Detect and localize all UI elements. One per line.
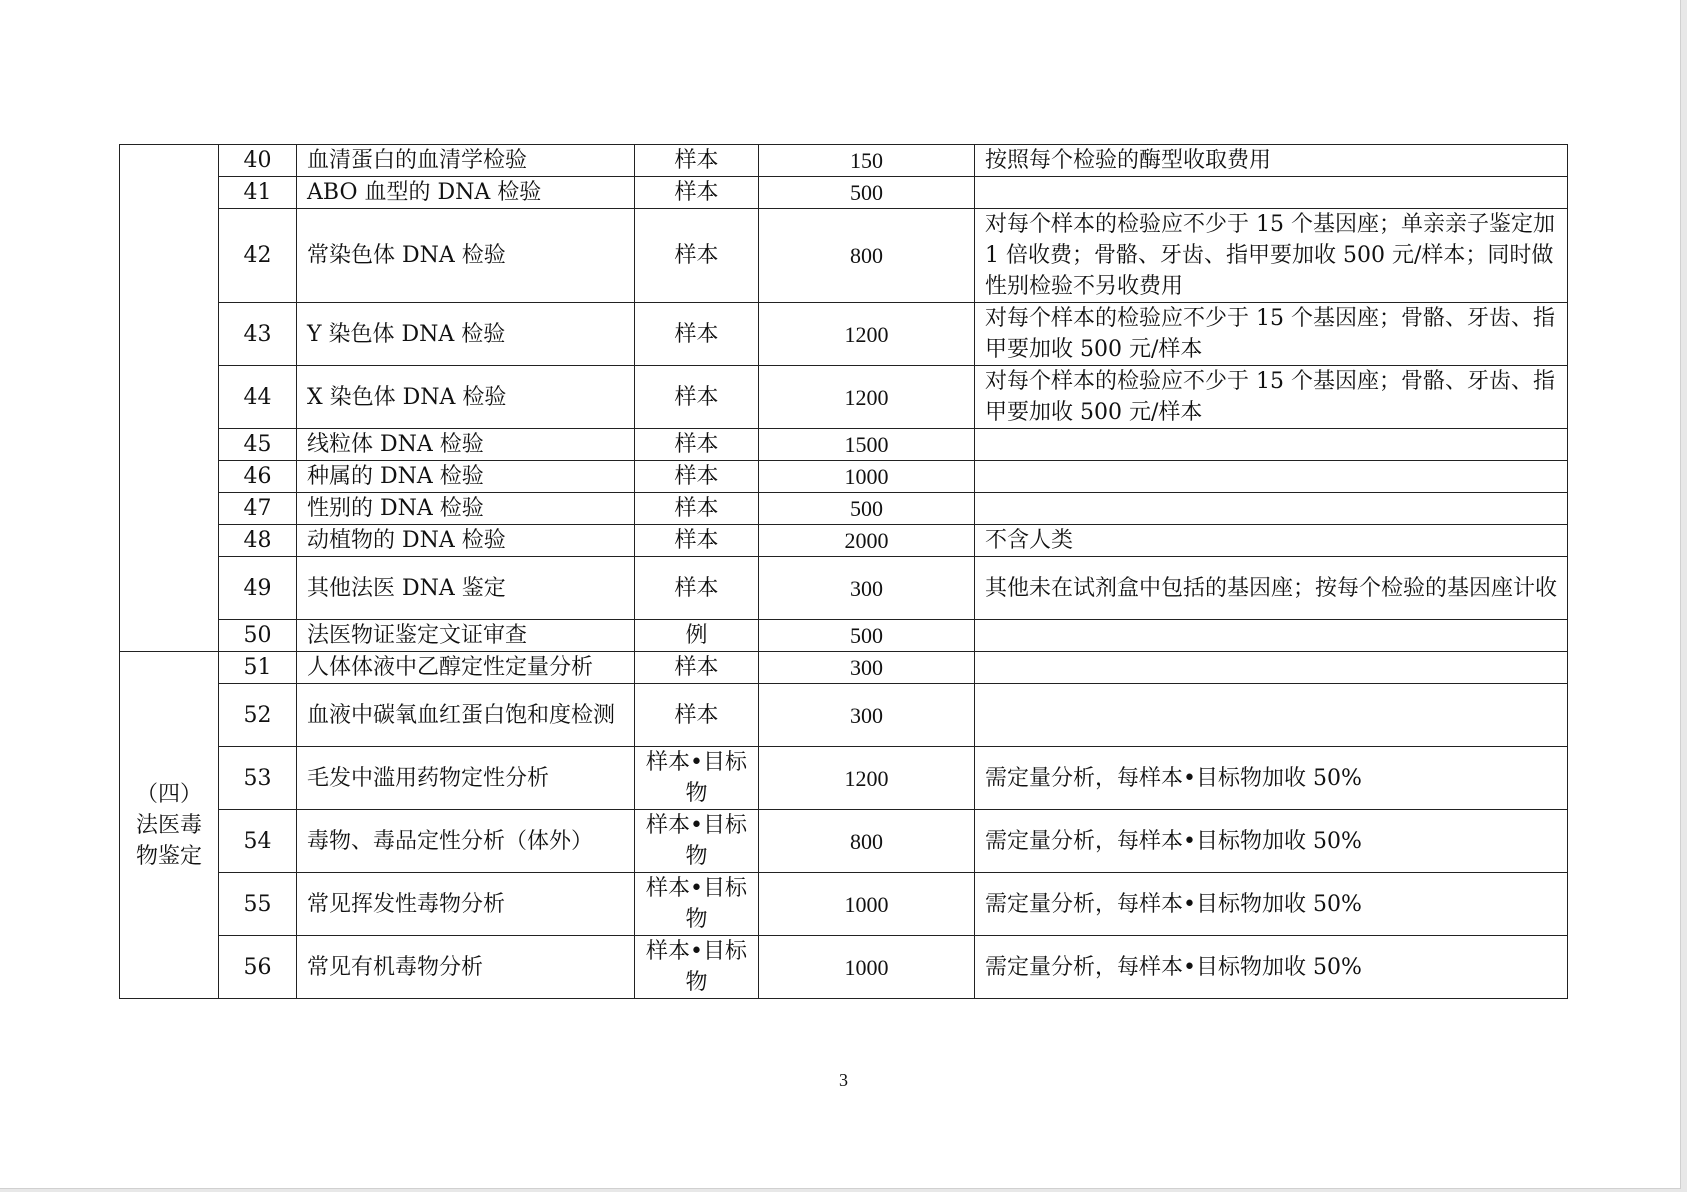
- item-price: 300: [759, 652, 975, 684]
- item-note: 其他未在试剂盒中包括的基因座；按每个检验的基因座计收: [975, 557, 1568, 620]
- item-unit: 样本•目标物: [635, 873, 759, 936]
- item-number: 54: [219, 810, 297, 873]
- item-unit: 样本: [635, 145, 759, 177]
- item-price: 1000: [759, 936, 975, 999]
- item-price: 300: [759, 557, 975, 620]
- item-price: 800: [759, 810, 975, 873]
- item-number: 44: [219, 366, 297, 429]
- table-row: [120, 145, 1568, 177]
- item-name: ABO 血型的 DNA 检验: [297, 177, 635, 209]
- table-row: [120, 461, 1568, 493]
- table-row: [120, 652, 1568, 684]
- item-number: 49: [219, 557, 297, 620]
- item-name: 线粒体 DNA 检验: [297, 429, 635, 461]
- item-number: 42: [219, 209, 297, 303]
- item-price: 500: [759, 620, 975, 652]
- table-row: [120, 936, 1568, 999]
- category-cell: （四）法医毒物鉴定: [120, 652, 219, 999]
- item-price: 1000: [759, 873, 975, 936]
- table-row: [120, 557, 1568, 620]
- item-name: 人体体液中乙醇定性定量分析: [297, 652, 635, 684]
- table-row: [120, 620, 1568, 652]
- item-unit: 样本: [635, 429, 759, 461]
- item-price: 1200: [759, 366, 975, 429]
- item-name: 毒物、毒品定性分析（体外）: [297, 810, 635, 873]
- item-unit: 样本•目标物: [635, 936, 759, 999]
- item-note: 不含人类: [975, 525, 1568, 557]
- item-note: 对每个样本的检验应不少于 15 个基因座；骨骼、牙齿、指甲要加收 500 元/样本: [975, 366, 1568, 429]
- item-name: 血液中碳氧血红蛋白饱和度检测: [297, 684, 635, 747]
- item-number: 53: [219, 747, 297, 810]
- item-number: 52: [219, 684, 297, 747]
- item-price: 1500: [759, 429, 975, 461]
- item-number: 46: [219, 461, 297, 493]
- item-name: 常染色体 DNA 检验: [297, 209, 635, 303]
- fee-table-body: [120, 145, 1568, 999]
- item-unit: 样本•目标物: [635, 747, 759, 810]
- item-note: 需定量分析，每样本•目标物加收 50%: [975, 936, 1568, 999]
- item-name: 常见有机毒物分析: [297, 936, 635, 999]
- table-row: [120, 429, 1568, 461]
- item-note: [975, 493, 1568, 525]
- item-number: 56: [219, 936, 297, 999]
- item-unit: 样本: [635, 493, 759, 525]
- item-name: 种属的 DNA 检验: [297, 461, 635, 493]
- item-unit: 样本: [635, 684, 759, 747]
- table-row: [120, 525, 1568, 557]
- item-price: 150: [759, 145, 975, 177]
- item-note: [975, 652, 1568, 684]
- item-note: [975, 684, 1568, 747]
- item-note: 需定量分析，每样本•目标物加收 50%: [975, 747, 1568, 810]
- item-unit: 样本: [635, 461, 759, 493]
- item-note: 需定量分析，每样本•目标物加收 50%: [975, 810, 1568, 873]
- item-name: Y 染色体 DNA 检验: [297, 303, 635, 366]
- table-row: [120, 177, 1568, 209]
- item-number: 43: [219, 303, 297, 366]
- item-unit: 样本: [635, 652, 759, 684]
- item-unit: 例: [635, 620, 759, 652]
- item-name: 常见挥发性毒物分析: [297, 873, 635, 936]
- item-number: 48: [219, 525, 297, 557]
- item-price: 1200: [759, 303, 975, 366]
- item-name: 其他法医 DNA 鉴定: [297, 557, 635, 620]
- item-price: 500: [759, 493, 975, 525]
- item-note: 需定量分析，每样本•目标物加收 50%: [975, 873, 1568, 936]
- item-price: 300: [759, 684, 975, 747]
- item-price: 800: [759, 209, 975, 303]
- item-unit: 样本•目标物: [635, 810, 759, 873]
- item-note: [975, 620, 1568, 652]
- item-note: [975, 177, 1568, 209]
- item-unit: 样本: [635, 177, 759, 209]
- item-unit: 样本: [635, 557, 759, 620]
- item-number: 50: [219, 620, 297, 652]
- item-price: 500: [759, 177, 975, 209]
- item-number: 45: [219, 429, 297, 461]
- item-note: [975, 461, 1568, 493]
- item-price: 1000: [759, 461, 975, 493]
- fee-table: [119, 144, 1568, 999]
- item-unit: 样本: [635, 303, 759, 366]
- item-note: 按照每个检验的酶型收取费用: [975, 145, 1568, 177]
- item-name: 血清蛋白的血清学检验: [297, 145, 635, 177]
- item-number: 41: [219, 177, 297, 209]
- table-row: [120, 303, 1568, 366]
- table-row: [120, 810, 1568, 873]
- item-name: X 染色体 DNA 检验: [297, 366, 635, 429]
- item-number: 55: [219, 873, 297, 936]
- item-note: [975, 429, 1568, 461]
- table-row: [120, 366, 1568, 429]
- page-number: 3: [839, 1070, 848, 1090]
- item-price: 1200: [759, 747, 975, 810]
- item-note: 对每个样本的检验应不少于 15 个基因座；骨骼、牙齿、指甲要加收 500 元/样本: [975, 303, 1568, 366]
- item-price: 2000: [759, 525, 975, 557]
- item-name: 动植物的 DNA 检验: [297, 525, 635, 557]
- item-unit: 样本: [635, 209, 759, 303]
- table-row: [120, 209, 1568, 303]
- item-number: 47: [219, 493, 297, 525]
- item-name: 法医物证鉴定文证审查: [297, 620, 635, 652]
- table-row: [120, 747, 1568, 810]
- item-unit: 样本: [635, 525, 759, 557]
- item-number: 51: [219, 652, 297, 684]
- table-row: [120, 493, 1568, 525]
- item-note: 对每个样本的检验应不少于 15 个基因座；单亲亲子鉴定加 1 倍收费；骨骼、牙齿、指甲要加收 500 元/样本；同时做性别检验不另收费用: [975, 209, 1568, 303]
- table-row: [120, 873, 1568, 936]
- category-cell: [120, 145, 219, 652]
- item-unit: 样本: [635, 366, 759, 429]
- item-name: 毛发中滥用药物定性分析: [297, 747, 635, 810]
- item-number: 40: [219, 145, 297, 177]
- table-row: [120, 684, 1568, 747]
- item-name: 性别的 DNA 检验: [297, 493, 635, 525]
